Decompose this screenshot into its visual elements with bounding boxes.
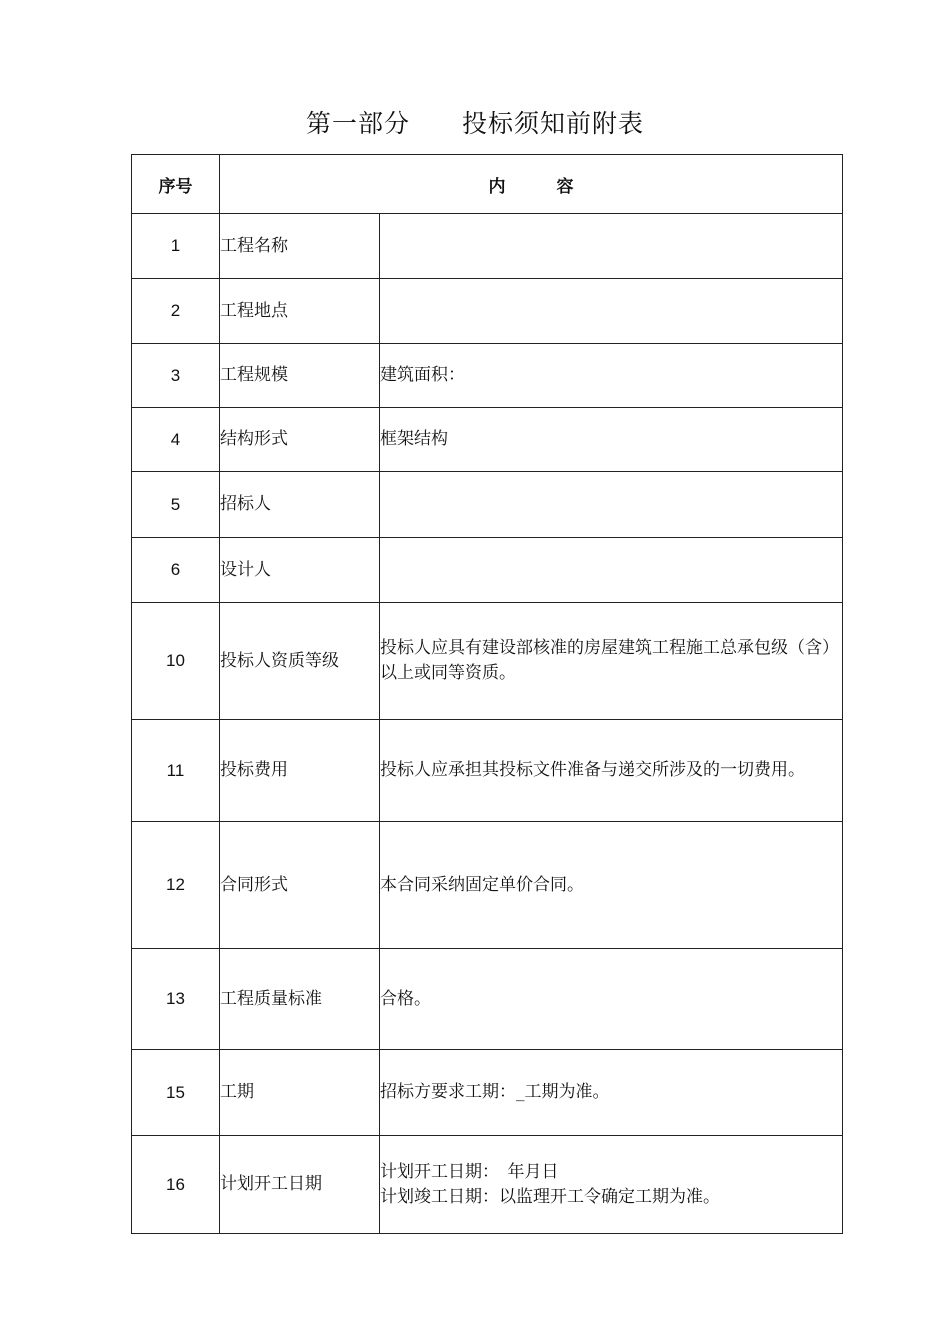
row-seq: 6 [132,538,220,603]
row-item: 计划开工日期 [220,1136,380,1234]
row-content [380,1136,843,1234]
row-item: 工程地点 [220,279,380,344]
row-seq: 12 [132,822,220,949]
table-row [132,603,843,720]
row-content: 本合同采纳固定单价合同。 [380,822,843,949]
header-seq: 序号 [132,155,220,214]
row-seq: 5 [132,472,220,538]
row-content: 框架结构 [380,408,843,472]
page-title: 第一部分 投标须知前附表 [305,109,644,138]
row-item: 合同形式 [220,822,380,949]
table-row [132,472,843,538]
row-content: 合格。 [380,949,843,1050]
table-row [132,344,843,408]
row-item: 工期 [220,1050,380,1136]
row-seq: 3 [132,344,220,408]
row-content-line: 计划竣工日期：以监理开工令确定工期为准。 [380,1186,720,1207]
row-seq: 16 [132,1136,220,1234]
row-item: 结构形式 [220,408,380,472]
bid-notice-table [131,154,843,1234]
table-row [132,822,843,949]
row-content: 建筑面积： [380,344,843,408]
row-content [380,538,843,603]
row-content [380,279,843,344]
row-item: 投标人资质等级 [220,603,380,720]
row-item: 招标人 [220,472,380,538]
table-row [132,408,843,472]
table-row [132,1050,843,1136]
row-seq: 2 [132,279,220,344]
row-item: 工程规模 [220,344,380,408]
row-content: 投标人应承担其投标文件准备与递交所涉及的一切费用。 [380,720,843,822]
row-seq: 1 [132,214,220,279]
row-content-line: 计划开工日期： 年月日 [380,1161,559,1182]
row-seq: 13 [132,949,220,1050]
row-content [380,214,843,279]
table-row [132,1136,843,1234]
row-item: 工程名称 [220,214,380,279]
row-seq: 11 [132,720,220,822]
header-content [220,155,843,214]
header-content-label: 内 容 [488,176,574,197]
table-row [132,720,843,822]
row-seq: 15 [132,1050,220,1136]
table-row [132,214,843,279]
table-row [132,538,843,603]
row-content: 招标方要求工期：_工期为准。 [380,1050,843,1136]
row-seq: 4 [132,408,220,472]
row-item: 设计人 [220,538,380,603]
row-content: 投标人应具有建设部核准的房屋建筑工程施工总承包级（含）以上或同等资质。 [380,603,843,720]
row-content [380,472,843,538]
row-item: 投标费用 [220,720,380,822]
table-row [132,279,843,344]
row-seq: 10 [132,603,220,720]
row-item: 工程质量标准 [220,949,380,1050]
table-row [132,949,843,1050]
table-header-row [132,155,843,214]
